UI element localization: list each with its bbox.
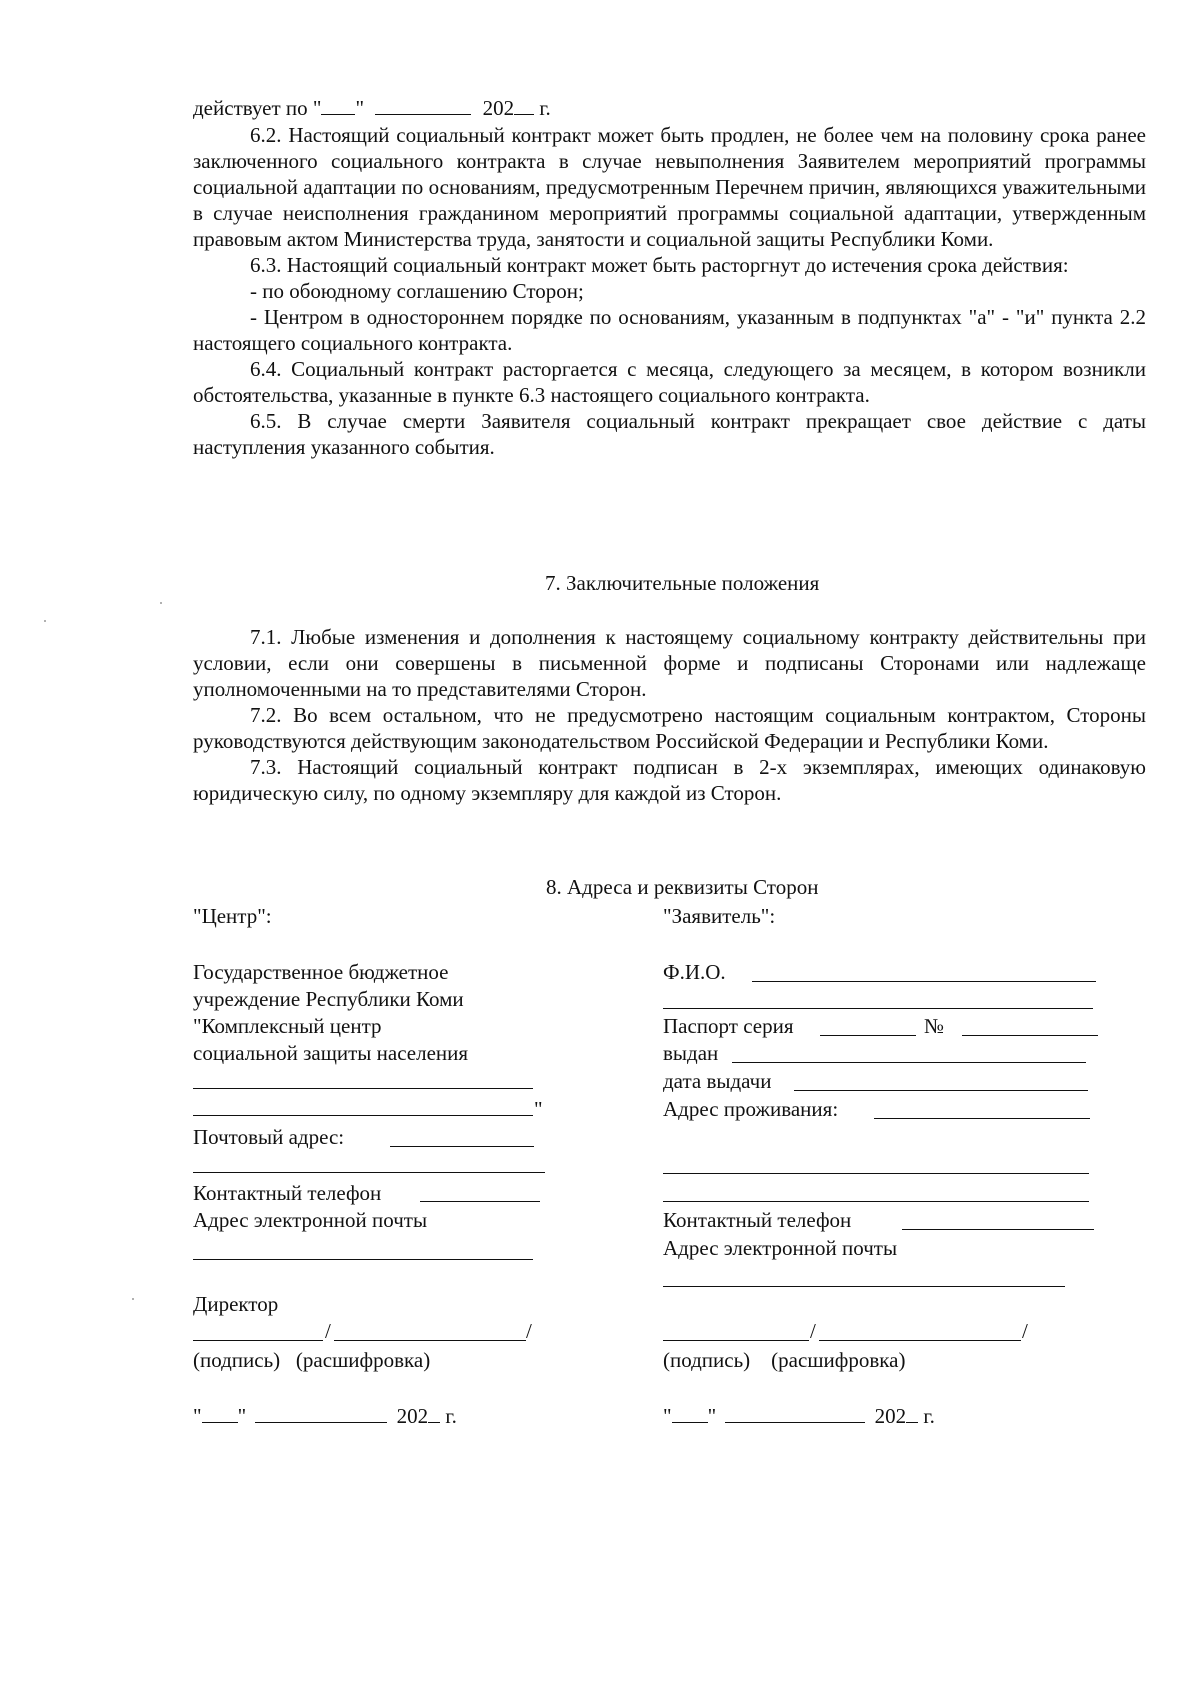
center-signature-caption: (подпись) (расшифровка) xyxy=(193,1348,431,1372)
paragraph-6-3-b: - Центром в одностороннем порядке по основаниям, указанным в подпунктах "а" - "и" пункта 2.2 настоящего социального контракта. xyxy=(193,305,1146,355)
paragraph-6-5: 6.5. В случае смерти Заявителя социальный контракт прекращает свое действие с даты наступления указанного события. xyxy=(193,409,1146,459)
scan-speck xyxy=(132,1298,134,1300)
applicant-phone-blank xyxy=(902,1229,1094,1230)
applicant-signature-caption: (подпись) (расшифровка) xyxy=(663,1348,906,1372)
center-postal-label: Почтовый адрес: xyxy=(193,1125,345,1149)
applicant-date-quote-open: " xyxy=(663,1404,672,1428)
section-7-title: 7. Заключительные положения xyxy=(545,571,820,595)
applicant-fio-blank xyxy=(752,981,1096,982)
center-slash-2: / xyxy=(526,1319,532,1343)
center-postal-blank xyxy=(390,1146,534,1147)
applicant-email-label: Адрес электронной почты xyxy=(663,1236,898,1260)
center-decipher-blank xyxy=(334,1340,526,1341)
applicant-email-blank xyxy=(663,1286,1065,1287)
applicant-date-line xyxy=(663,1403,935,1429)
scan-speck xyxy=(44,620,46,622)
center-email-label: Адрес электронной почты xyxy=(193,1208,428,1232)
applicant-phone-label: Контактный телефон xyxy=(663,1208,852,1232)
center-date-year: 202 xyxy=(396,1404,429,1428)
center-director-label: Директор xyxy=(193,1292,279,1316)
applicant-address-blank-3 xyxy=(663,1201,1089,1202)
day-blank xyxy=(321,96,355,115)
applicant-slash-2: / xyxy=(1022,1319,1028,1343)
applicant-month-blank xyxy=(725,1404,865,1423)
applicant-passport-label: Паспорт серия xyxy=(663,1014,794,1038)
center-month-blank xyxy=(255,1404,387,1423)
applicant-issue-date-blank xyxy=(794,1090,1088,1091)
applicant-issue-date-label: дата выдачи xyxy=(663,1069,772,1093)
center-email-blank xyxy=(193,1259,533,1260)
center-slash-1: / xyxy=(325,1319,331,1343)
paragraph-6-2: 6.2. Настоящий социальный контракт может быть продлен, не более чем на половину срока ранее заключенного социального контракта в случае невыполнения Заявителем мероприятий программы социальной адаптации по основаниям, предусмотренным Перечнем причин, являющихся уважительными в случае неисполнения гражданином мероприятий программы социальной адаптации, утвержденным правовым актом Министерства труда, занятости и социальной защиты Республики Коми. xyxy=(193,123,1146,251)
center-org-blank-1 xyxy=(193,1088,533,1089)
applicant-address-blank xyxy=(874,1118,1090,1119)
center-date-quote-open: " xyxy=(193,1404,202,1428)
center-postal-blank-2 xyxy=(193,1172,545,1173)
applicant-series-blank xyxy=(820,1035,916,1036)
center-day-blank xyxy=(202,1404,238,1423)
applicant-issued-blank xyxy=(732,1062,1086,1063)
applicant-date-quote-close: " xyxy=(707,1404,717,1428)
center-org-line-3: "Комплексный центр xyxy=(193,1014,382,1038)
paragraph-7-2: 7.2. Во всем остальном, что не предусмотрено настоящим социальным контрактом, Стороны руководствуются действующим законодательством Российской Федерации и Республики Коми. xyxy=(193,703,1146,753)
applicant-date-suffix: г. xyxy=(923,1404,935,1428)
applicant-address-blank-2 xyxy=(663,1173,1089,1174)
applicant-fio-blank-2 xyxy=(663,1008,1093,1009)
center-org-line-4: социальной защиты населения xyxy=(193,1041,469,1065)
applicant-signature-blank xyxy=(663,1340,809,1341)
center-date-suffix: г. xyxy=(445,1404,457,1428)
center-heading: "Центр": xyxy=(193,904,272,928)
applicant-fio-label: Ф.И.О. xyxy=(663,960,726,984)
applicant-number-blank xyxy=(962,1035,1098,1036)
center-signature-blank xyxy=(193,1340,323,1341)
applicant-address-label: Адрес проживания: xyxy=(663,1097,839,1121)
validity-suffix: г. xyxy=(539,96,551,120)
center-date-line xyxy=(193,1403,457,1429)
applicant-day-blank xyxy=(672,1404,708,1423)
center-date-quote-close: " xyxy=(237,1404,247,1428)
center-phone-blank xyxy=(420,1201,540,1202)
applicant-date-year: 202 xyxy=(874,1404,907,1428)
applicant-heading: "Заявитель": xyxy=(663,904,776,928)
validity-line xyxy=(193,95,551,121)
center-year-blank xyxy=(428,1404,440,1423)
paragraph-6-3-a: - по обоюдному соглашению Сторон; xyxy=(250,279,584,303)
paragraph-6-4: 6.4. Социальный контракт расторгается с месяца, следующего за месяцем, в котором возникли обстоятельства, указанные в пункте 6.3 настоящего социального контракта. xyxy=(193,357,1146,407)
applicant-year-blank xyxy=(906,1404,918,1423)
section-8-title: 8. Адреса и реквизиты Сторон xyxy=(546,875,819,899)
applicant-number-label: № xyxy=(924,1014,945,1038)
section-7 xyxy=(193,624,1146,806)
section-6 xyxy=(193,122,1146,460)
validity-quote: " xyxy=(355,96,365,120)
paragraph-6-3: 6.3. Настоящий социальный контракт может быть расторгнут до истечения срока действия: xyxy=(250,253,1069,277)
applicant-slash-1: / xyxy=(810,1319,816,1343)
paragraph-7-1: 7.1. Любые изменения и дополнения к настоящему социальному контракту действительны при условии, если они совершены в письменной форме и подписаны Сторонами или надлежаще уполномоченными на то представителями Сторон. xyxy=(193,625,1146,701)
center-org-quote: " xyxy=(534,1097,543,1121)
year-blank xyxy=(514,96,534,115)
month-blank xyxy=(375,96,471,115)
center-org-blank-2 xyxy=(193,1115,533,1116)
applicant-decipher-blank xyxy=(819,1340,1021,1341)
center-phone-label: Контактный телефон xyxy=(193,1181,382,1205)
paragraph-7-3: 7.3. Настоящий социальный контракт подписан в 2-х экземплярах, имеющих одинаковую юридическую силу, по одному экземпляру для каждой из Сторон. xyxy=(193,755,1146,805)
center-org-line-2: учреждение Республики Коми xyxy=(193,987,464,1011)
validity-prefix: действует по " xyxy=(193,96,322,120)
center-org-line-1: Государственное бюджетное xyxy=(193,960,449,984)
validity-year: 202 xyxy=(482,96,515,120)
scan-speck xyxy=(160,602,162,604)
applicant-issued-label: выдан xyxy=(663,1041,719,1065)
